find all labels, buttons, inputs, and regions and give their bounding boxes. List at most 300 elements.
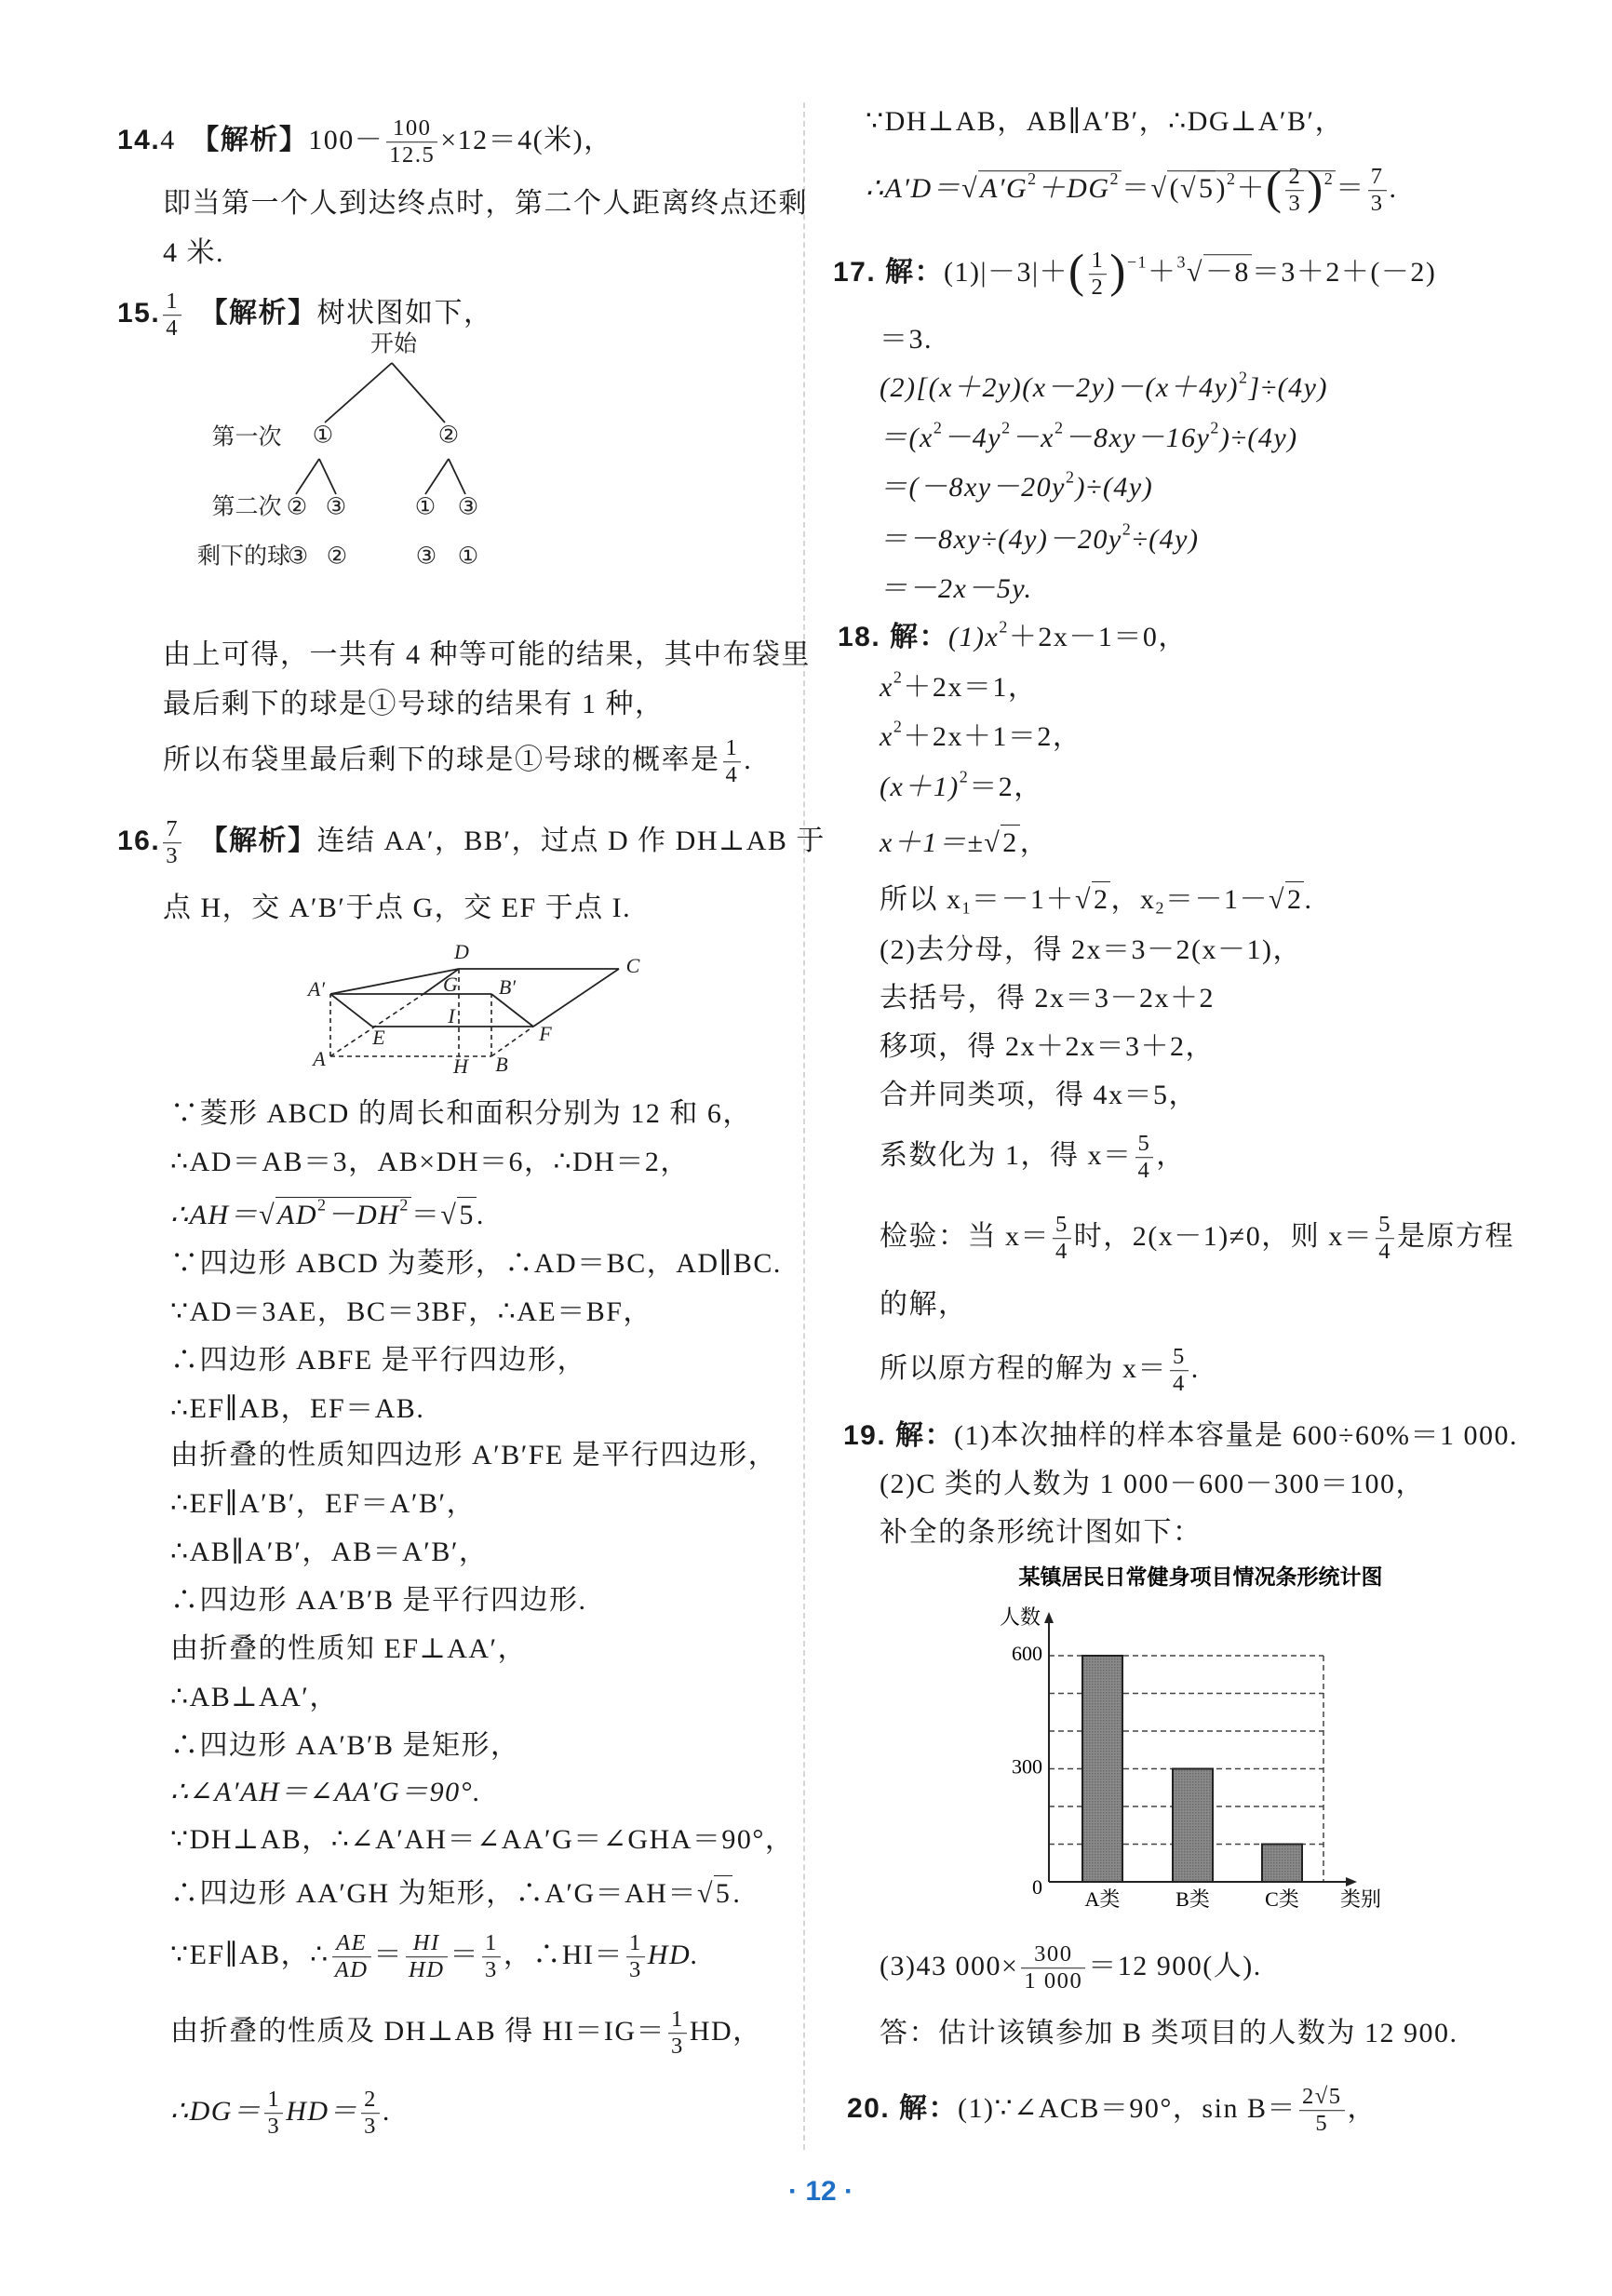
denominator: 3 [1370, 191, 1384, 217]
numerator: 7 [1368, 164, 1387, 191]
radicand [1167, 162, 1336, 217]
subscript: 2 [1155, 898, 1165, 918]
square-root [440, 1197, 476, 1230]
text-line [170, 1538, 488, 1566]
text-line [170, 1779, 481, 1806]
point-label-F: F [539, 1022, 552, 1046]
radical-sign-icon: √ [961, 172, 979, 204]
segment-CF [533, 969, 619, 1027]
radicand [1285, 881, 1305, 915]
text-run: ，∴HI＝ [503, 1939, 624, 1970]
denominator: 3 [629, 1957, 642, 1983]
segment-A1D [330, 969, 459, 997]
text-run: 所以原方程的解为 x＝ [880, 1352, 1167, 1384]
radicand [1197, 170, 1216, 204]
fraction [406, 1930, 448, 1984]
text-run: －8xy－16y [1064, 423, 1211, 453]
radical-sign-icon: √ [1150, 172, 1168, 204]
text-line [880, 1941, 1262, 1995]
text-run: ＝ [373, 1939, 404, 1970]
text-run: ∴AB∥A′B′，AB＝A′B′， [170, 1537, 489, 1567]
tree-node: ① [457, 544, 479, 570]
fraction [1285, 164, 1304, 218]
text-run: ， [1156, 1139, 1186, 1171]
x-axis-arrow-icon [1346, 1877, 1357, 1886]
text-run: . [732, 1878, 742, 1909]
text-run: ∵四边形 ABCD 为菱形，∴AD＝BC，AD∥BC. [170, 1248, 782, 1279]
text-run: x [880, 672, 893, 703]
text-run: ＋ [1236, 172, 1266, 204]
numerator: 5 [1053, 1212, 1071, 1239]
text-run: AD [277, 1200, 318, 1230]
text-line [117, 816, 826, 870]
segment-A1E [330, 994, 372, 1027]
text-run: 5 [1198, 172, 1215, 204]
question-label: 15. [117, 297, 161, 329]
superscript: 2 [1239, 368, 1249, 387]
text-run: HD. [647, 1939, 700, 1970]
tree-node: ③ [415, 544, 437, 570]
text-run: ) [1216, 172, 1227, 204]
text-run: 连结 AA′，BB′，过点 D 作 DH⊥AB 于 [316, 825, 826, 856]
question-label: 19. 解： [843, 1420, 955, 1451]
text-run: ∵DH⊥AB，AB∥A′B′，∴DG⊥A′B′， [866, 106, 1345, 137]
text-run: A′G [980, 172, 1028, 204]
text-run: )÷(4y) [1075, 472, 1154, 503]
superscript: 2 [317, 1195, 328, 1215]
text-run: 100－ [308, 124, 384, 155]
text-line [170, 1395, 424, 1423]
text-run: ， [1347, 2092, 1377, 2124]
tree-branch [425, 459, 449, 494]
text-run [184, 826, 214, 856]
text-run: 移项，得 2x＋2x＝3＋2， [880, 1031, 1215, 1062]
text-run: ( [1169, 172, 1180, 204]
tree-row-label: 第二次 [211, 494, 282, 520]
radicand [978, 170, 1122, 204]
text-line [880, 2020, 1458, 2048]
segment-BF [491, 1027, 533, 1056]
text-run: 即当第一个人到达终点时，第二个人距离终点还剩 [163, 188, 808, 219]
radical-sign-icon: √ [440, 1200, 458, 1230]
fraction [1368, 164, 1387, 218]
text-run: ， [1019, 827, 1050, 858]
text-run: HD＝ [286, 2095, 359, 2127]
question-label: 18. 解： [838, 622, 949, 652]
text-line [880, 467, 1154, 503]
numerator: AE [332, 1930, 371, 1957]
text-run: 树状图如下， [316, 297, 493, 329]
point-label-A1: A′ [307, 977, 326, 1001]
text-run: ∴AD＝AB＝3，AB×DH＝6，∴DH＝2， [170, 1147, 690, 1177]
denominator: 3 [364, 2114, 377, 2140]
text-run: ]÷(4y) [1248, 372, 1328, 403]
superscript: 2 [1065, 467, 1076, 487]
question-label: 【解析】 [213, 297, 317, 329]
text-line [163, 641, 811, 669]
x-tick-label: A类 [1084, 1887, 1121, 1912]
bar-A类 [1082, 1656, 1122, 1882]
square-root [259, 1197, 411, 1230]
text-run: (x＋1) [880, 772, 960, 802]
text-run: . [1304, 884, 1313, 915]
fraction [626, 1930, 645, 1984]
numerator: 2 [1285, 164, 1304, 191]
text-run: . [382, 2095, 391, 2127]
text-run: 4 米. [163, 237, 224, 268]
fraction [1021, 1941, 1085, 1995]
text-run: ∴AH＝ [170, 1200, 260, 1230]
fraction [1376, 1212, 1394, 1266]
radical-sign-icon: √ [1179, 172, 1197, 204]
radical-sign-icon: √ [259, 1200, 276, 1230]
text-line [880, 519, 1200, 555]
text-line [880, 1033, 1215, 1061]
text-line [170, 1826, 794, 1854]
numerator: 100 [386, 115, 437, 142]
text-line [880, 1519, 1202, 1547]
question-label: 【解析】 [205, 124, 309, 155]
text-run: x＋1＝± [880, 827, 985, 858]
denominator: 4 [166, 316, 180, 342]
superscript: 2 [1226, 168, 1237, 188]
tree-node: ① [312, 423, 334, 449]
segment-B1F [491, 994, 533, 1027]
radical-sign-icon: √ [984, 827, 1001, 858]
x-tick-label: B类 [1175, 1887, 1210, 1912]
superscript: 2 [1210, 418, 1220, 437]
square-root [1187, 254, 1252, 288]
text-run: 检验：当 x＝ [880, 1220, 1050, 1252]
point-label-B1: B′ [498, 975, 517, 1000]
square-root [697, 1875, 732, 1909]
text-run: ＝－1－ [1164, 884, 1269, 915]
text-run: 所以布袋里最后剩下的球是①号球的概率是 [163, 744, 720, 775]
text-line [117, 289, 493, 342]
denominator: 4 [1378, 1239, 1392, 1265]
text-run: 2 [1286, 884, 1303, 915]
text-run: ∵AD＝3AE，BC＝3BF，∴AE＝BF， [170, 1296, 652, 1327]
y-axis-arrow-icon [1044, 1612, 1054, 1623]
text-line [880, 1081, 1198, 1109]
text-line [170, 1195, 485, 1230]
text-run: ＝－8xy÷(4y)－20y [880, 524, 1122, 555]
fraction [1089, 248, 1108, 302]
text-run: ∵菱形 ABCD 的周长和面积分别为 12 和 6， [170, 1098, 752, 1129]
text-run: ＋ [1147, 256, 1177, 288]
radicand [1092, 881, 1111, 915]
text-run: ×12＝4(米)， [440, 124, 613, 155]
point-label-A: A [313, 1047, 326, 1071]
x-axis-label: 类别 [1339, 1887, 1382, 1912]
denominator: 4 [1137, 1158, 1151, 1184]
text-run: ∵DH⊥AB，∴∠A′AH＝∠AA′G＝∠GHA＝90°， [170, 1824, 795, 1855]
point-label-B: B [495, 1053, 508, 1077]
superscript: 2 [893, 667, 904, 687]
tree-node: ③ [457, 494, 479, 520]
text-line [170, 1250, 782, 1278]
denominator: 3 [267, 2114, 281, 2140]
text-run: 点 H，交 A′B′于点 G，交 EF 于点 I. [163, 893, 632, 923]
text-run: (2)去分母，得 2x＝3－2(x－1)， [880, 934, 1302, 965]
tree-node: ② [437, 423, 460, 449]
bar-C类 [1262, 1845, 1302, 1883]
text-run: ∴∠A′AH＝∠AA′G＝90°. [170, 1777, 482, 1807]
text-run: 由折叠的性质及 DH⊥AB 得 HI＝IG＝ [170, 2015, 666, 2047]
text-line [880, 985, 1215, 1013]
text-run: 5 [459, 1200, 475, 1230]
text-run: ∴DG＝ [170, 2095, 262, 2127]
tree-row-label: 第一次 [211, 424, 282, 450]
numerator: 2 [361, 2087, 380, 2114]
fraction [332, 1930, 371, 1984]
text-run: ÷(4y) [1132, 524, 1200, 555]
text-run: (2)[(x＋2y)(x－2y)－(x＋4y) [880, 372, 1239, 403]
tree-branch [392, 363, 445, 423]
text-line [866, 164, 1398, 218]
denominator: 3 [1288, 191, 1302, 217]
text-run: 所以 x [880, 884, 962, 915]
fraction [163, 816, 181, 870]
denominator: HD [409, 1957, 445, 1983]
text-line [880, 767, 1043, 802]
page-number-value: 12 [805, 2176, 837, 2207]
text-line [163, 894, 631, 922]
numerator: 1 [668, 2007, 687, 2034]
text-line [170, 1442, 777, 1470]
text-run: ＝ [1336, 172, 1365, 204]
text-run: ＝2， [969, 772, 1043, 802]
denominator: 4 [1173, 1371, 1186, 1397]
text-run: ＋DG [1037, 172, 1110, 204]
text-run: (1)|－3|＋ [944, 256, 1069, 288]
radical-sign-icon: √ [1186, 256, 1203, 288]
page-number-dot: · [787, 2176, 806, 2207]
superscript: 2 [1028, 168, 1038, 188]
text-line [880, 1470, 1425, 1498]
text-run: ＝12 900(人). [1088, 1950, 1262, 1981]
square-root [1180, 170, 1216, 204]
fraction [1170, 1344, 1189, 1398]
numerator: 1 [723, 735, 742, 762]
text-run: ，x [1110, 884, 1156, 915]
superscript: 2 [893, 717, 904, 736]
text-line [170, 1298, 652, 1326]
fraction [386, 115, 437, 169]
radicand [1001, 825, 1020, 858]
text-run: 是原方程 [1397, 1220, 1515, 1252]
text-run: ＝3＋2＋(－2) [1251, 256, 1437, 288]
radical-sign-icon: √ [1075, 884, 1092, 915]
text-line [880, 1212, 1514, 1266]
text-run: ∴四边形 AA′B′B 是平行四边形. [170, 1585, 587, 1616]
text-line [833, 248, 1436, 302]
text-line [880, 1291, 968, 1319]
point-label-C: C [625, 954, 640, 978]
text-line [880, 1131, 1186, 1185]
text-line [880, 884, 1313, 918]
radicand [275, 1197, 411, 1230]
text-run: ＝ [410, 1200, 441, 1230]
text-line [880, 936, 1302, 964]
text-run: 由折叠的性质知 EF⊥AA′， [170, 1633, 528, 1664]
text-run: . [476, 1200, 485, 1230]
text-line [170, 1732, 519, 1760]
square-root [1150, 162, 1337, 217]
tree-branch [319, 459, 336, 494]
tree-row-label: 剩下的球 [196, 544, 291, 570]
radicand [457, 1197, 477, 1230]
y-tick-label: 600 [1012, 1642, 1042, 1666]
tree-node: ③ [287, 544, 309, 570]
text-line [880, 418, 1298, 453]
text-run: ∴EF∥A′B′，EF＝A′B′， [170, 1488, 477, 1519]
numerator: 1 [626, 1930, 645, 1957]
superscript: 2 [1323, 168, 1335, 188]
text-run: . [744, 744, 753, 775]
tree-node: ② [286, 494, 308, 520]
question-label: 20. 解： [847, 2092, 959, 2124]
chart-title: 某镇居民日常健身项目情况条形统计图 [1018, 1564, 1383, 1590]
superscript: 2 [1109, 168, 1121, 188]
fraction [1053, 1212, 1071, 1266]
segment-AG [330, 994, 423, 1056]
point-label-E: E [372, 1026, 385, 1050]
text-line [880, 717, 1082, 752]
text-line [170, 1148, 690, 1176]
denominator: 3 [485, 1957, 498, 1983]
large-paren: ) [1109, 246, 1127, 298]
text-line [170, 1587, 586, 1615]
fraction [1299, 2084, 1345, 2138]
text-run: . [1389, 172, 1398, 204]
text-run: ∴四边形 AA′GH 为矩形，∴A′G＝AH＝ [170, 1878, 697, 1909]
text-line [170, 1490, 476, 1518]
text-line [170, 1100, 752, 1128]
numerator: 1 [264, 2087, 283, 2114]
question-label: 17. 解： [833, 256, 945, 288]
text-run: ∴四边形 AA′B′B 是矩形， [170, 1730, 520, 1761]
radical-sign-icon: √ [1268, 884, 1285, 915]
text-run: (2)C 类的人数为 1 000－600－300＝100， [880, 1469, 1425, 1499]
superscript: −1 [1126, 252, 1148, 272]
square-root [984, 825, 1019, 858]
text-line [880, 575, 1032, 603]
text-run: 去括号，得 2x＝3－2x＋2 [880, 983, 1215, 1014]
text-run: －8 [1204, 256, 1250, 288]
text-line [880, 326, 933, 354]
fraction [1135, 1131, 1154, 1185]
text-run: 补全的条形统计图如下： [880, 1517, 1202, 1548]
text-line [117, 115, 613, 169]
large-paren: ( [1068, 246, 1086, 298]
text-line [170, 2087, 391, 2141]
text-run: (1)本次抽样的样本容量是 600÷60%＝1 000. [954, 1420, 1518, 1451]
segment-GD [423, 969, 459, 997]
fraction [361, 2087, 380, 2141]
text-run: 系数化为 1，得 x＝ [880, 1139, 1133, 1171]
question-label: 【解析】 [213, 825, 317, 856]
text-line [163, 190, 808, 218]
numerator: 1 [1089, 248, 1108, 275]
text-run: ＝(－8xy－20y [880, 472, 1066, 503]
text-line [880, 667, 1038, 703]
text-run: ∴AB⊥AA′， [170, 1682, 339, 1712]
text-run: (3)43 000× [880, 1950, 1019, 1981]
denominator: 2 [1091, 275, 1105, 301]
text-run: ∴A′D＝ [866, 172, 962, 204]
text-run: ＝－2x－5y. [880, 573, 1033, 604]
square-root [1075, 881, 1110, 915]
text-line [170, 1930, 699, 1984]
text-run: HD， [689, 2015, 762, 2047]
numerator: HI [406, 1930, 448, 1957]
column-divider [803, 102, 805, 2150]
text-run: 2 [1093, 884, 1109, 915]
tree-branch [449, 459, 465, 494]
text-line [163, 735, 752, 789]
tree-node: ① [414, 494, 437, 520]
x-tick-label: C类 [1265, 1887, 1299, 1912]
fraction [482, 1930, 501, 1984]
numerator: 300 [1021, 1941, 1085, 1968]
y-tick-label: 300 [1012, 1754, 1042, 1779]
text-line [170, 1635, 527, 1663]
text-run: 答：估计该镇参加 B 类项目的人数为 12 900. [880, 2018, 1458, 2048]
denominator: 4 [1055, 1239, 1068, 1265]
large-paren: ( [1265, 162, 1283, 214]
point-label-I: I [448, 1004, 455, 1028]
subscript: 1 [961, 898, 972, 918]
text-run: ＝ [1122, 172, 1151, 204]
text-run: (1)x [948, 622, 1000, 652]
denominator: 5 [1315, 2111, 1329, 2137]
numerator: 5 [1376, 1212, 1394, 1239]
text-run: ＝－1＋ [972, 884, 1075, 915]
text-run: －DH [327, 1200, 400, 1230]
point-label-D: D [454, 940, 469, 964]
text-line [880, 368, 1328, 403]
question-label: 14. [117, 124, 161, 155]
tree-node: ② [326, 544, 348, 570]
numerator: 5 [1170, 1344, 1189, 1371]
text-run: 合并同类项，得 4x＝5， [880, 1080, 1198, 1110]
superscript: 3 [1176, 252, 1187, 272]
text-line [880, 1344, 1200, 1398]
text-line [880, 829, 1049, 857]
text-run [184, 298, 214, 329]
denominator: 12.5 [389, 142, 436, 168]
text-line [163, 691, 665, 718]
text-run: －x [1011, 423, 1055, 453]
tree-node: ③ [325, 494, 347, 520]
text-run: 的解， [880, 1289, 968, 1320]
denominator: 1 000 [1024, 1968, 1083, 1994]
text-run: ＝(x [880, 423, 934, 453]
text-run: 4 [160, 124, 206, 155]
text-run: ＋2x＋1＝2， [903, 721, 1082, 752]
superscript: 2 [1122, 519, 1133, 539]
superscript: 2 [1054, 418, 1065, 437]
numerator: 2√5 [1299, 2084, 1345, 2111]
denominator: 3 [671, 2034, 684, 2060]
text-line [170, 1880, 741, 1908]
text-line [843, 1422, 1518, 1450]
text-run: ＝3. [880, 324, 933, 355]
page-number-dot: · [836, 2176, 854, 2207]
text-run: ＋2x＝1， [903, 672, 1038, 703]
fraction [668, 2007, 687, 2061]
